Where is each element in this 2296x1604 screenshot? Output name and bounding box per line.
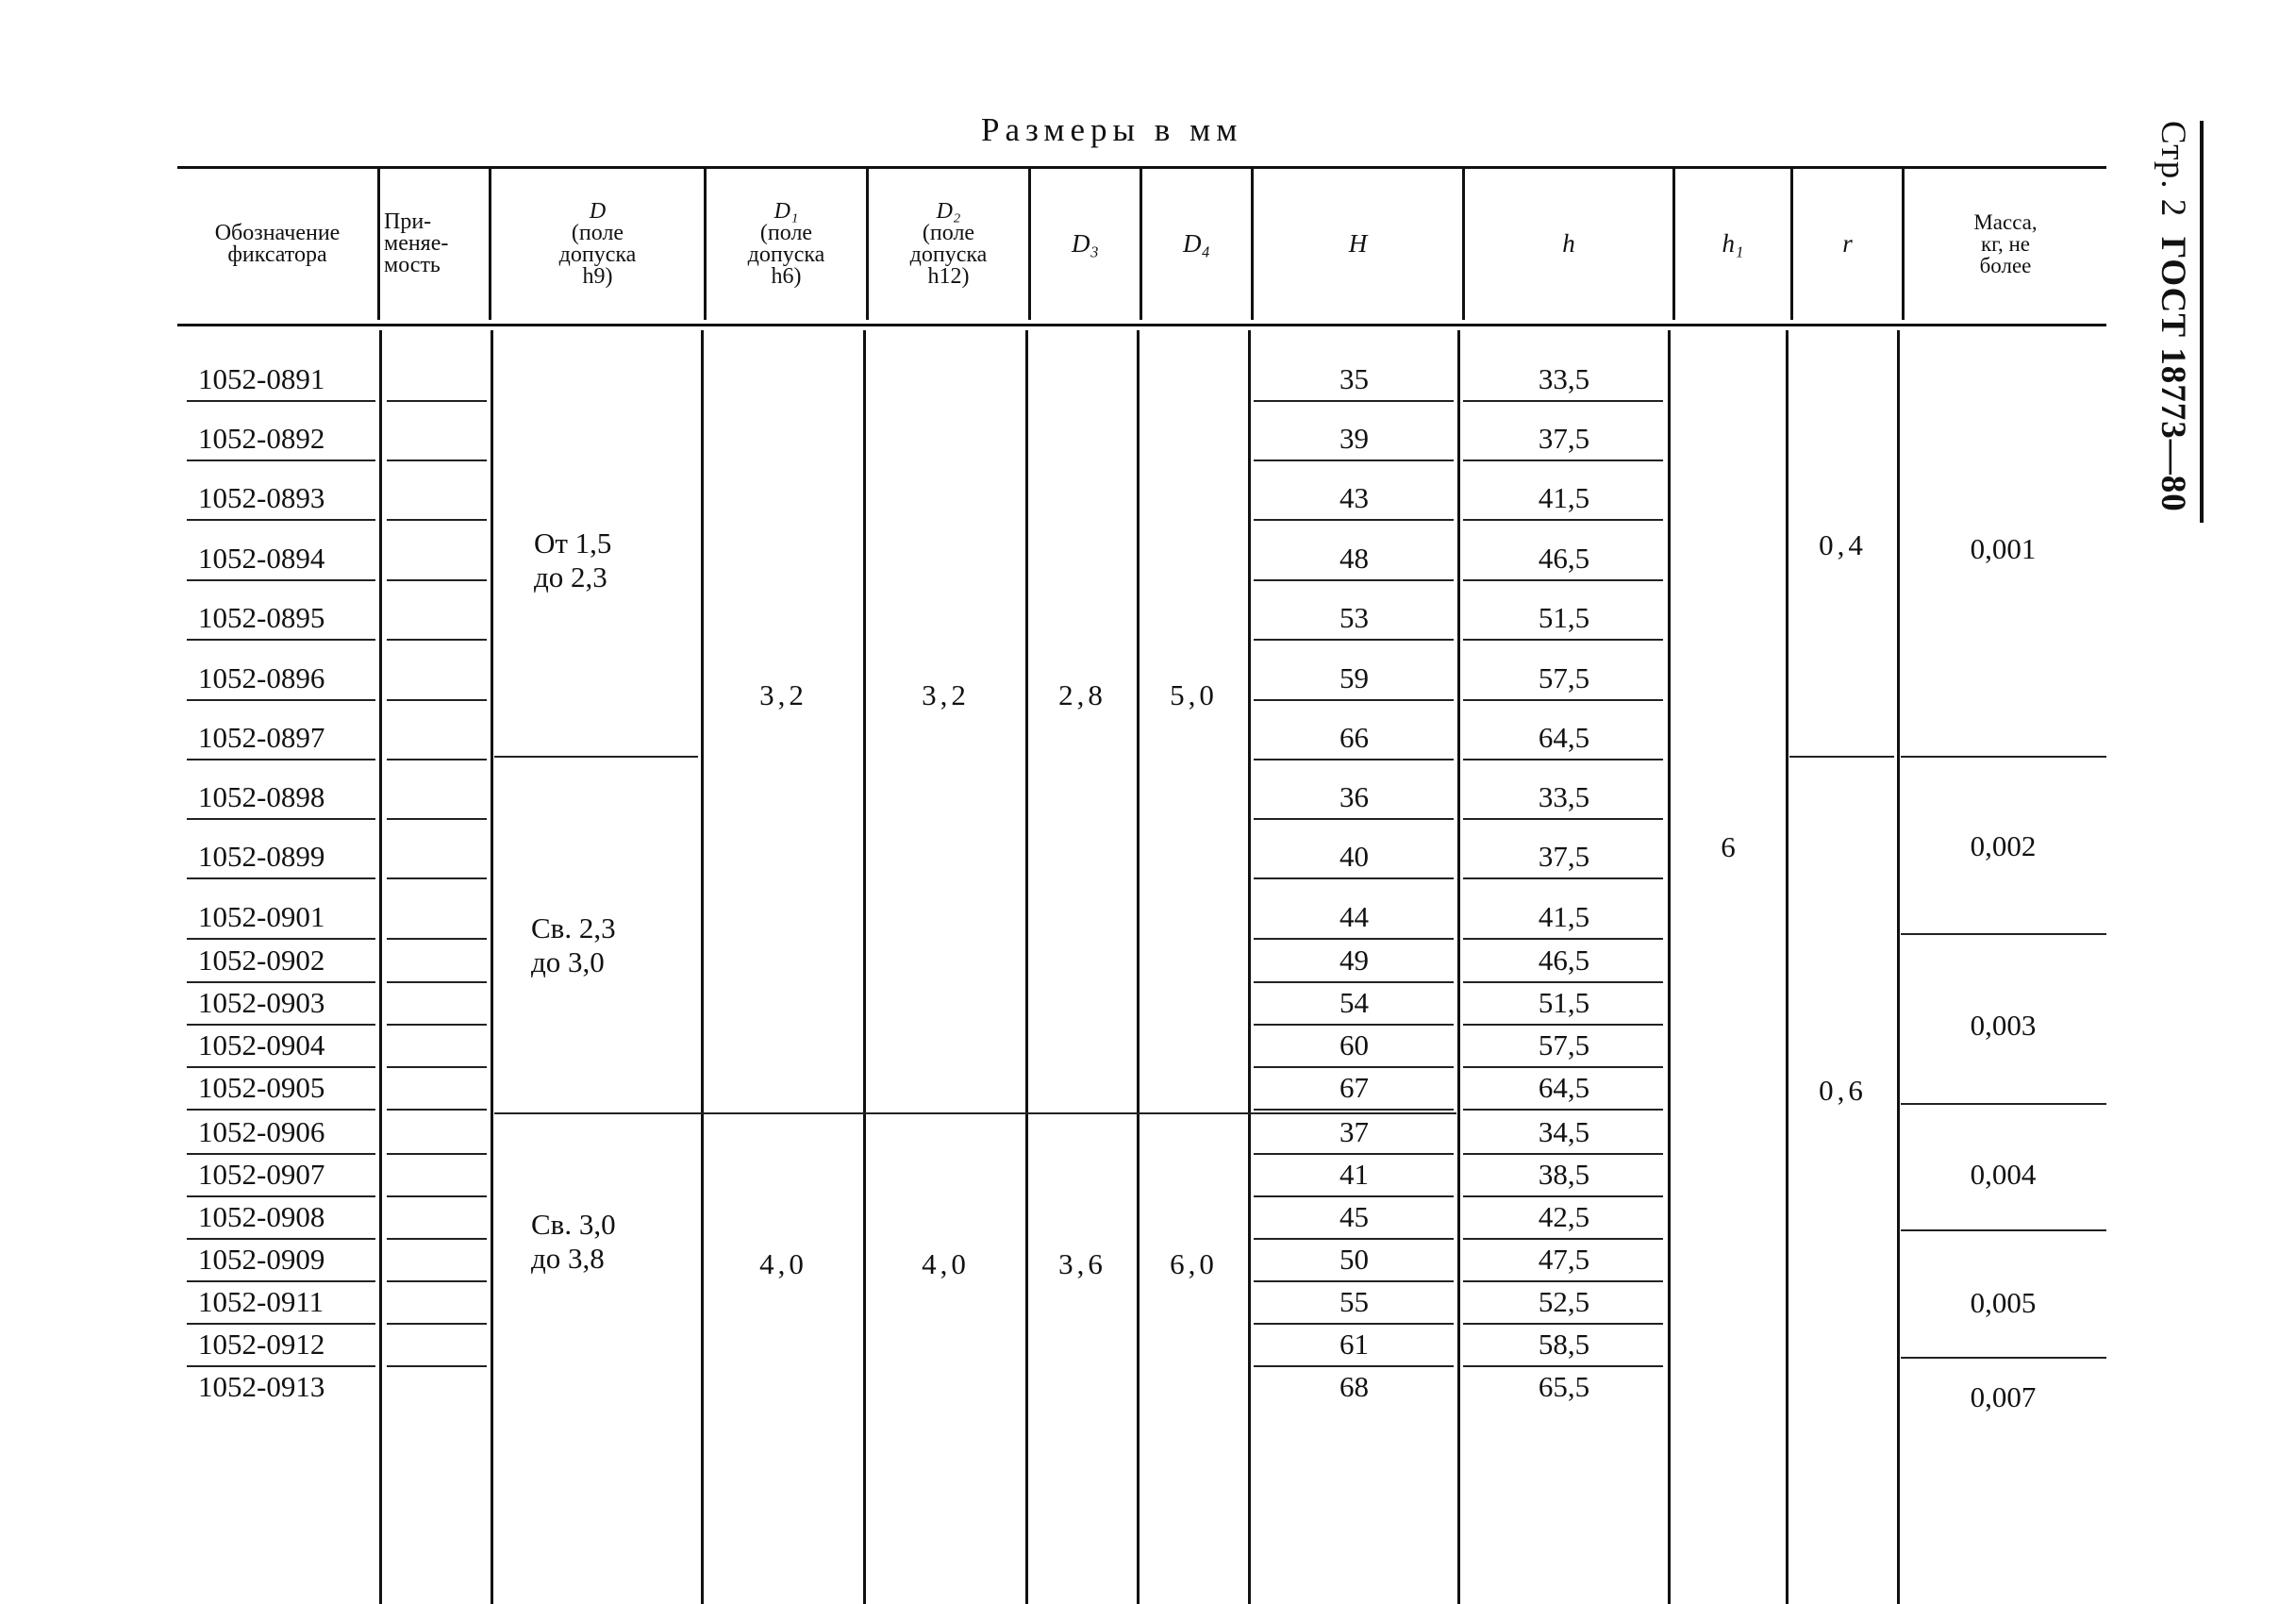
row-rule — [1463, 818, 1663, 820]
d-group-3: Св. 3,0 до 3,8 — [531, 1208, 616, 1275]
row-rule — [187, 877, 375, 879]
row-rule — [187, 1323, 375, 1325]
r-group-rule — [1789, 756, 1894, 758]
column-divider — [1668, 330, 1671, 1604]
row-rule — [1254, 1238, 1454, 1240]
row-rule — [387, 519, 487, 521]
row-rule — [187, 459, 375, 461]
designation-cell: 1052-0891 — [198, 362, 325, 395]
designation-cell: 1052-0906 — [198, 1115, 325, 1148]
H-cell: 49 — [1339, 944, 1369, 977]
row-rule — [1254, 981, 1454, 983]
h-cell: 33,5 — [1538, 780, 1590, 813]
row-rule — [1254, 639, 1454, 641]
row-rule — [1463, 639, 1663, 641]
h-cell: 57,5 — [1538, 661, 1590, 694]
H-cell: 66 — [1339, 721, 1369, 754]
mass-group-rule — [1901, 1229, 2106, 1231]
row-rule — [387, 1024, 487, 1026]
h-cell: 57,5 — [1538, 1028, 1590, 1061]
header-D2: D₂ (поле допуска h12) — [909, 198, 988, 289]
row-rule — [387, 877, 487, 879]
mass-group-5: 0,005 — [1970, 1286, 2037, 1319]
h-cell: 34,5 — [1538, 1115, 1590, 1148]
d-group-2: Св. 2,3 до 3,0 — [531, 911, 616, 978]
row-rule — [1254, 459, 1454, 461]
designation-cell: 1052-0902 — [198, 944, 325, 977]
row-rule — [387, 459, 487, 461]
row-rule — [187, 759, 375, 760]
H-cell: 44 — [1339, 900, 1369, 933]
h-cell: 37,5 — [1538, 840, 1590, 873]
H-cell: 41 — [1339, 1158, 1369, 1191]
designation-cell: 1052-0908 — [198, 1200, 325, 1233]
page-number: Стр. 2 — [2154, 121, 2192, 218]
row-rule — [1254, 1280, 1454, 1282]
designation-cell: 1052-0896 — [198, 661, 325, 694]
row-rule — [387, 639, 487, 641]
header-D: D (поле допуска h9) — [558, 198, 637, 289]
row-rule — [1254, 1323, 1454, 1325]
H-cell: 45 — [1339, 1200, 1369, 1233]
row-rule — [1254, 877, 1454, 879]
row-rule — [1254, 1195, 1454, 1197]
row-rule — [387, 938, 487, 940]
h-cell: 58,5 — [1538, 1328, 1590, 1361]
row-rule — [187, 1109, 375, 1111]
row-rule — [1254, 519, 1454, 521]
d2-group-1: 3,2 — [922, 678, 970, 711]
column-divider — [701, 330, 704, 1604]
row-rule — [187, 981, 375, 983]
H-cell: 43 — [1339, 481, 1369, 514]
designation-cell: 1052-0899 — [198, 840, 325, 873]
row-rule — [387, 400, 487, 402]
h-cell: 47,5 — [1538, 1243, 1590, 1276]
header-applicability: При- меняе- мость — [384, 209, 449, 277]
row-rule — [387, 1323, 487, 1325]
mass-group-rule — [1901, 1103, 2106, 1105]
row-rule — [387, 579, 487, 581]
designation-cell: 1052-0903 — [198, 986, 325, 1019]
row-rule — [387, 1280, 487, 1282]
row-rule — [387, 1109, 487, 1111]
h-cell: 38,5 — [1538, 1158, 1590, 1191]
d2-group-2: 4,0 — [922, 1247, 970, 1280]
column-divider — [1897, 330, 1900, 1604]
header-D1: D₁ (поле допуска h6) — [747, 198, 825, 289]
row-rule — [387, 818, 487, 820]
header-D4: D₄ — [1183, 229, 1210, 258]
mass-group-1: 0,001 — [1970, 532, 2037, 565]
row-rule — [187, 1153, 375, 1155]
H-cell: 53 — [1339, 601, 1369, 634]
d3-group-1: 2,8 — [1058, 678, 1106, 711]
H-cell: 36 — [1339, 780, 1369, 813]
designation-cell: 1052-0907 — [198, 1158, 325, 1191]
H-cell: 50 — [1339, 1243, 1369, 1276]
h-cell: 37,5 — [1538, 422, 1590, 455]
row-rule — [1254, 1024, 1454, 1026]
designation-cell: 1052-0904 — [198, 1028, 325, 1061]
H-cell: 48 — [1339, 542, 1369, 575]
designation-cell: 1052-0911 — [198, 1285, 324, 1318]
designation-cell: 1052-0913 — [198, 1370, 325, 1403]
row-rule — [1463, 699, 1663, 701]
designation-cell: 1052-0901 — [198, 900, 325, 933]
row-rule — [1254, 818, 1454, 820]
column-divider — [1786, 330, 1789, 1604]
H-cell: 60 — [1339, 1028, 1369, 1061]
H-cell: 35 — [1339, 362, 1369, 395]
d3-group-2: 3,6 — [1058, 1247, 1106, 1280]
row-rule — [1463, 1238, 1663, 1240]
h-cell: 46,5 — [1538, 944, 1590, 977]
row-rule — [1463, 400, 1663, 402]
row-rule — [1254, 699, 1454, 701]
row-rule — [1463, 981, 1663, 983]
row-rule — [387, 1238, 487, 1240]
row-rule — [1463, 1066, 1663, 1068]
row-rule — [1254, 579, 1454, 581]
header-bottom-rule — [177, 324, 2106, 326]
H-cell: 59 — [1339, 661, 1369, 694]
row-rule — [1463, 938, 1663, 940]
h-cell: 33,5 — [1538, 362, 1590, 395]
standard-number: ГОСТ 18773—80 — [2154, 236, 2192, 512]
row-rule — [1463, 1109, 1663, 1111]
designation-cell: 1052-0895 — [198, 601, 325, 634]
H-cell: 54 — [1339, 986, 1369, 1019]
d-group-1: От 1,5 до 2,3 — [534, 526, 612, 593]
h1-value: 6 — [1721, 830, 1736, 863]
designation-cell: 1052-0893 — [198, 481, 325, 514]
header-D3: D₃ — [1072, 229, 1099, 258]
designation-cell: 1052-0909 — [198, 1243, 325, 1276]
column-divider — [379, 330, 382, 1604]
h-cell: 46,5 — [1538, 542, 1590, 575]
page-standard-label — [2155, 121, 2190, 512]
mass-group-4: 0,004 — [1970, 1158, 2037, 1191]
row-rule — [187, 1066, 375, 1068]
d1-group-2: 4,0 — [759, 1247, 807, 1280]
row-rule — [1254, 400, 1454, 402]
row-rule — [387, 981, 487, 983]
dimensions-caption: Размеры в мм — [981, 111, 1243, 148]
row-rule — [1463, 1024, 1663, 1026]
column-divider — [1137, 330, 1140, 1604]
row-rule — [1463, 579, 1663, 581]
row-rule — [1463, 1323, 1663, 1325]
H-cell: 67 — [1339, 1071, 1369, 1104]
H-cell: 55 — [1339, 1285, 1369, 1318]
row-rule — [1254, 1066, 1454, 1068]
H-cell: 61 — [1339, 1328, 1369, 1361]
column-divider — [1025, 330, 1028, 1604]
row-rule — [187, 1238, 375, 1240]
H-cell: 68 — [1339, 1370, 1369, 1403]
row-rule — [387, 1153, 487, 1155]
row-rule — [1254, 1109, 1454, 1111]
d-group-rule — [494, 756, 698, 758]
designation-cell: 1052-0897 — [198, 721, 325, 754]
row-rule — [1254, 938, 1454, 940]
row-rule — [1463, 519, 1663, 521]
row-rule — [387, 759, 487, 760]
h-cell: 65,5 — [1538, 1370, 1590, 1403]
mass-group-6: 0,007 — [1970, 1380, 2037, 1413]
designation-cell: 1052-0898 — [198, 780, 325, 813]
row-rule — [387, 1066, 487, 1068]
row-rule — [1463, 1280, 1663, 1282]
row-rule — [187, 519, 375, 521]
row-rule — [1463, 459, 1663, 461]
header-mass: Масса, кг, не более — [1973, 210, 2038, 277]
header-h1: h₁ — [1722, 229, 1744, 258]
h-cell: 52,5 — [1538, 1285, 1590, 1318]
row-rule — [387, 1365, 487, 1367]
row-rule — [187, 818, 375, 820]
d1-group-1: 3,2 — [759, 678, 807, 711]
h-cell: 42,5 — [1538, 1200, 1590, 1233]
designation-cell: 1052-0912 — [198, 1328, 325, 1361]
row-rule — [187, 699, 375, 701]
header-designation: Обозначение фиксатора — [214, 220, 341, 267]
h-cell: 41,5 — [1538, 481, 1590, 514]
h-cell: 64,5 — [1538, 1071, 1590, 1104]
header-h: h — [1562, 229, 1575, 258]
row-rule — [187, 1195, 375, 1197]
row-rule — [1463, 759, 1663, 760]
dimensions-table — [177, 166, 2106, 1440]
row-rule — [187, 1024, 375, 1026]
row-rule — [1254, 1365, 1454, 1367]
header-r: r — [1842, 229, 1853, 258]
row-rule — [1254, 759, 1454, 760]
row-rule — [187, 938, 375, 940]
h-cell: 64,5 — [1538, 721, 1590, 754]
column-divider — [863, 330, 866, 1604]
mass-group-rule — [1901, 756, 2106, 758]
column-divider — [491, 330, 493, 1604]
mass-group-rule — [1901, 1357, 2106, 1359]
row-rule — [1463, 1153, 1663, 1155]
header-H: H — [1348, 229, 1368, 258]
r-group-2: 0,6 — [1819, 1074, 1867, 1107]
row-rule — [1463, 1195, 1663, 1197]
H-cell: 37 — [1339, 1115, 1369, 1148]
mass-group-2: 0,002 — [1970, 829, 2037, 862]
row-rule — [187, 1365, 375, 1367]
designation-cell: 1052-0894 — [198, 542, 325, 575]
designation-cell: 1052-0892 — [198, 422, 325, 455]
row-rule — [187, 639, 375, 641]
mass-group-3: 0,003 — [1970, 1009, 2037, 1042]
d4-group-1: 5,0 — [1170, 678, 1218, 711]
H-cell: 40 — [1339, 840, 1369, 873]
dims-group-rule — [494, 1112, 1456, 1114]
row-rule — [1463, 877, 1663, 879]
row-rule — [387, 699, 487, 701]
h-cell: 41,5 — [1538, 900, 1590, 933]
d4-group-2: 6,0 — [1170, 1247, 1218, 1280]
h-cell: 51,5 — [1538, 601, 1590, 634]
row-rule — [187, 579, 375, 581]
h-cell: 51,5 — [1538, 986, 1590, 1019]
r-group-1: 0,4 — [1819, 528, 1867, 561]
mass-group-rule — [1901, 933, 2106, 935]
row-rule — [187, 1280, 375, 1282]
designation-cell: 1052-0905 — [198, 1071, 325, 1104]
row-rule — [387, 1195, 487, 1197]
row-rule — [187, 400, 375, 402]
row-rule — [1254, 1153, 1454, 1155]
row-rule — [1463, 1365, 1663, 1367]
H-cell: 39 — [1339, 422, 1369, 455]
